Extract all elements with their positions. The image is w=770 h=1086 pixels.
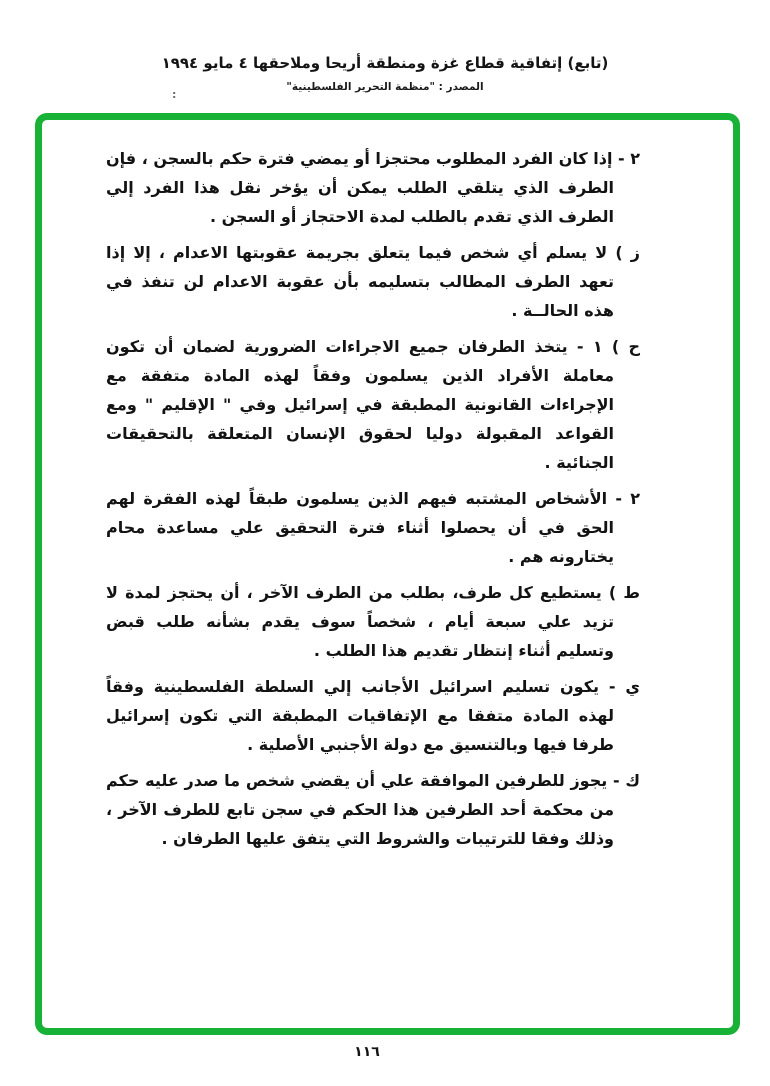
paragraph-item-tta: ط ) يستطيع كل طرف، بطلب من الطرف الآخر ، أن يحتجز لمدة لا تزيد علي سبعة أيام ، شخصاً سوف يقدم بشأنه طلب قبض وتسليم أثناء إنتظار تقديم هذا الطلب .	[106, 583, 640, 660]
page-number: ١١٦	[354, 1044, 380, 1060]
green-border-frame	[35, 113, 740, 1035]
scan-artifact-colon: :	[172, 88, 177, 101]
paragraph-item-kaf: ك - يجوز للطرفين الموافقة علي أن يقضي شخص ما صدر عليه حكم من محكمة أحد الطرفين هذا الحكم في سجن تابع للطرف الآخر ، وذلك وفقا للترتيبات والشروط التي يتفق عليها الطرفان .	[106, 771, 640, 848]
document-body	[42, 120, 733, 853]
paragraph-item-zain: ز ) لا يسلم أي شخص فيما يتعلق بجريمة عقوبتها الاعدام ، إلا إذا تعهد الطرف المطالب بتسليمه بأن عقوبة الاعدام لن تنفذ في هذه الحالــة .	[106, 243, 640, 320]
paragraph-item-ya: ي - يكون تسليم اسرائيل الأجانب إلي السلطة الفلسطينية وفقاً لهذه المادة متفقا مع الإتفاقيات المطبقة التي تكون إسرائيل طرفا فيها وبالتنسيق مع دولة الأجنبي الأصلية .	[106, 677, 640, 754]
paragraph-item-hha-1: ح ) ١ - يتخذ الطرفان جميع الاجراءات الضرورية لضمان أن تكون معاملة الأفراد الذين يسلمون وفقاً لهذه المادة متفقة مع الإجراءات القانونية المطبقة في إسرائيل وفي " الإقليم " ومع القواعد المقبولة دوليا لحقوق الإنسان المتعلقة بالتحقيقات الجنائية .	[106, 337, 641, 472]
document-title: (تابع) إتفاقية قطاع غزة ومنطقة أريحا وملاحقها ٤ مايو ١٩٩٤	[161, 54, 609, 72]
paragraph-item-hha-2: ٢ - الأشخاص المشتبه فيهم الذين يسلمون طبقاً لهذه الفقرة لهم الحق في أن يحصلوا أثناء فترة التحقيق علي مساعدة محام يختارونه هم .	[106, 489, 640, 566]
document-source-line: المصدر : "منظمة التحرير الفلسطينية"	[286, 81, 484, 93]
document-header	[0, 54, 770, 93]
paragraph-item-2: ٢ - إذا كان الفرد المطلوب محتجزا أو يمضي فترة حكم بالسجن ، فإن الطرف الذي يتلقي الطلب يمكن أن يؤخر نقل هذا الفرد إلي الطرف الذي تقدم بالطلب لمدة الاحتجاز أو السجن .	[106, 149, 640, 226]
